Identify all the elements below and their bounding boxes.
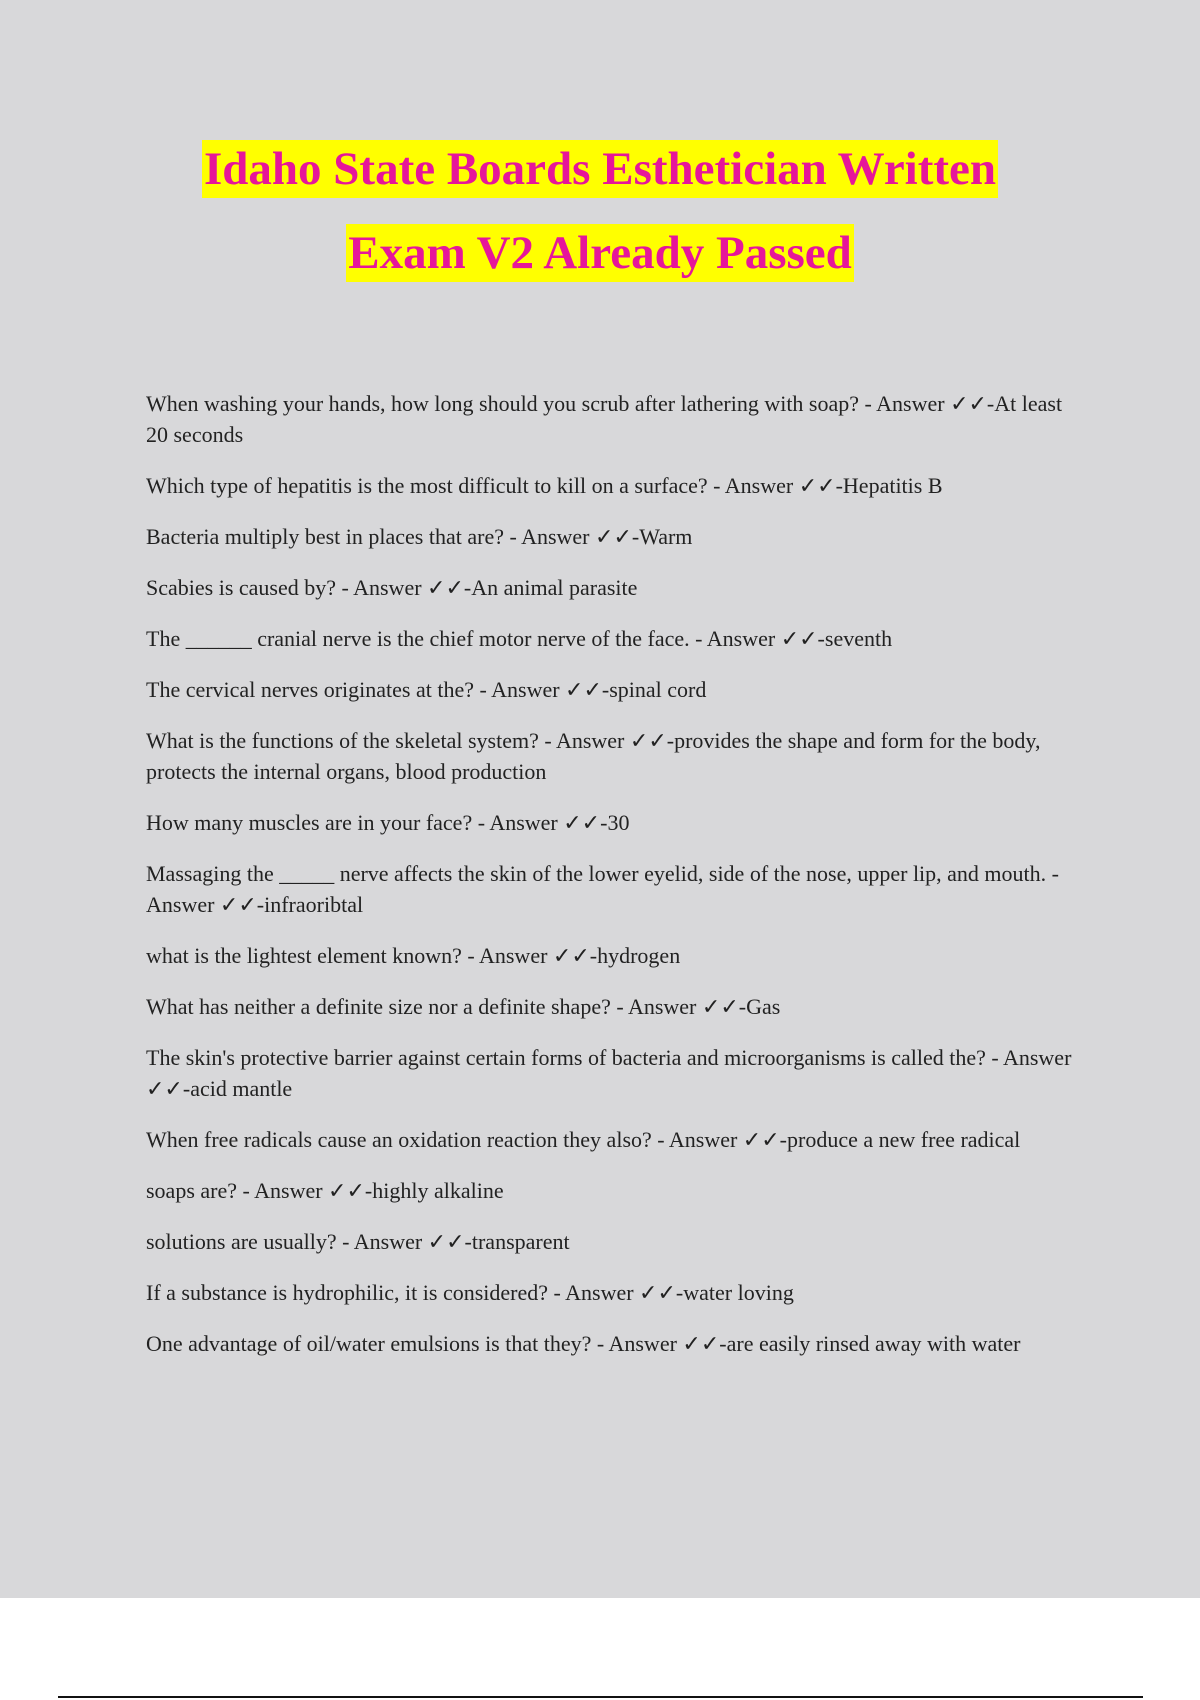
- qa-item: When free radicals cause an oxidation reaction they also? - Answer ✓✓-produce a new free radical: [146, 1127, 1021, 1152]
- qa-item: soaps are? - Answer ✓✓-highly alkaline: [146, 1178, 504, 1203]
- title-line-2: Exam V2 Already Passed: [346, 224, 854, 282]
- qa-item: If a substance is hydrophilic, it is considered? - Answer ✓✓-water loving: [146, 1280, 794, 1305]
- qa-item: One advantage of oil/water emulsions is that they? - Answer ✓✓-are easily rinsed away with water: [146, 1331, 1021, 1356]
- qa-item: Massaging the _____ nerve affects the skin of the lower eyelid, side of the nose, upper lip, and mouth. - Answer ✓✓-infraoribtal: [146, 861, 1059, 917]
- qa-item: Bacteria multiply best in places that are? - Answer ✓✓-Warm: [146, 524, 693, 549]
- qa-list: [146, 388, 1086, 1379]
- title-line-1: Idaho State Boards Esthetician Written: [202, 140, 998, 198]
- qa-item: The ______ cranial nerve is the chief motor nerve of the face. - Answer ✓✓-seventh: [146, 626, 893, 651]
- qa-item: what is the lightest element known? - Answer ✓✓-hydrogen: [146, 943, 681, 968]
- qa-item: When washing your hands, how long should you scrub after lathering with soap? - Answer ✓✓-At least 20 seconds: [146, 391, 1063, 447]
- qa-item: solutions are usually? - Answer ✓✓-transparent: [146, 1229, 570, 1254]
- document-title: [0, 140, 1200, 308]
- qa-item: What is the functions of the skeletal system? - Answer ✓✓-provides the shape and form for the body, protects the internal organs, blood production: [146, 728, 1041, 784]
- qa-item: Which type of hepatitis is the most difficult to kill on a surface? - Answer ✓✓-Hepatitis B: [146, 473, 943, 498]
- qa-item: The cervical nerves originates at the? - Answer ✓✓-spinal cord: [146, 677, 707, 702]
- qa-item: How many muscles are in your face? - Answer ✓✓-30: [146, 810, 630, 835]
- qa-item: What has neither a definite size nor a definite shape? - Answer ✓✓-Gas: [146, 994, 781, 1019]
- footer-divider: [58, 1696, 1143, 1698]
- qa-item: Scabies is caused by? - Answer ✓✓-An animal parasite: [146, 575, 638, 600]
- qa-item: The skin's protective barrier against certain forms of bacteria and microorganisms is called the? - Answer ✓✓-acid mantle: [146, 1045, 1072, 1101]
